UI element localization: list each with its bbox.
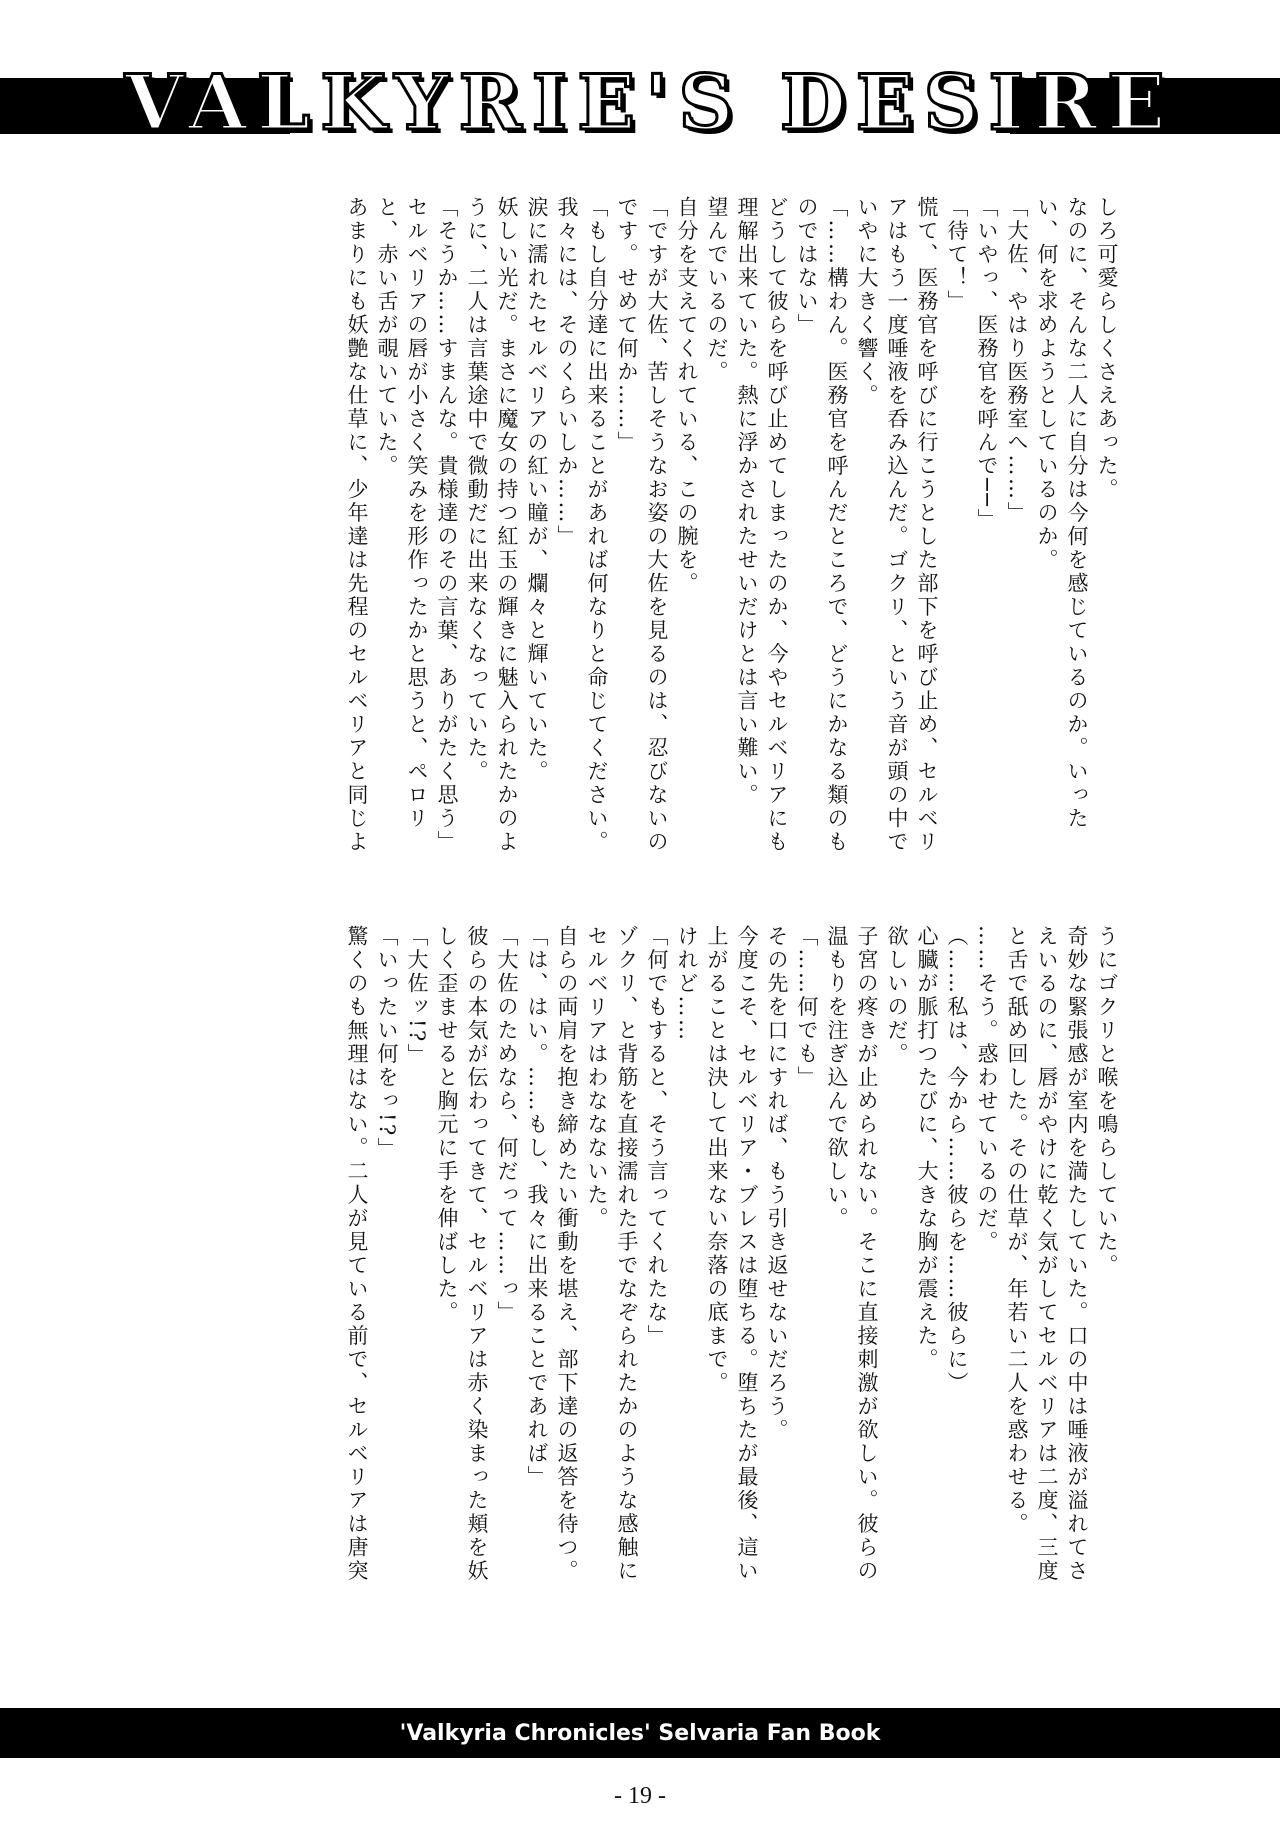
paragraph: うにゴクリと喉を鳴らしていた。 <box>1095 925 1119 1278</box>
paragraph: 子宮の疼きが止められない。そこに直接刺激が欲しい。彼らの温もりを注ぎ込んで欲しい。 <box>825 925 879 1583</box>
header-title-box <box>124 52 1176 152</box>
paragraph: 「何でもすると、そう言ってくれたな」 <box>645 925 669 1348</box>
paragraph: あまりにも妖艶な仕草に、少年達は先程のセルベリアと同じよ <box>345 196 369 854</box>
paragraph: 「は、はい。……もし、我々に出来ることであれば」 <box>525 925 549 1489</box>
paragraph: 「大佐、やはり医務室へ……」 <box>1005 196 1029 525</box>
paragraph: 奇妙な緊張感が室内を満たしていた。口の中は唾液が溢れてさえいるのに、唇がやけに乾く気がしてセルベリアは二度、三度と舌で舐め回した。その仕草が、年若い二人を惑わせる。 <box>1005 925 1089 1583</box>
paragraph: しろ可愛らしくさえあった。 <box>1095 196 1119 502</box>
paragraph: 「いったい何をっ!?」 <box>375 925 399 1162</box>
paragraph: 「大佐ッ!?」 <box>405 925 429 1068</box>
text-column-bottom <box>182 925 1122 1585</box>
page-title: VALKYRIE'S DESIRE <box>124 57 1176 147</box>
paragraph: なのに、そんな二人に自分は今何を感じているのか。いったい、何を求めようとしているのか。 <box>1035 196 1089 831</box>
paragraph: 自分を支えてくれている、この腕を。 <box>675 196 699 596</box>
paragraph: 彼らの本気が伝わってきて、セルベリアは赤く染まった頬を妖しく歪ませると胸元に手を伸ばした。 <box>435 925 489 1583</box>
paragraph: 「もし自分達に出来ることがあれば何なりと命じてください。我々には、そのくらいしか……」 <box>555 196 609 854</box>
paragraph: 「……何でも」 <box>795 925 819 1090</box>
paragraph: どうして彼らを呼び止めてしまったのか、今やセルベリアにも理解出来ていた。熱に浮かされたせいだけとは言い難い。 <box>735 196 789 854</box>
paragraph: セルベリアの唇が小さく笑みを形作ったかと思うと、ペロリと、赤い舌が覗いていた。 <box>375 196 429 831</box>
paragraph: 「……構わん。医務官を呼んだところで、どうにかなる類のものではない」 <box>795 196 849 854</box>
paragraph: 慌て、医務官を呼びに行こうとした部下を呼び止め、セルベリアはもう一度唾液を呑み込んだ。ゴクリ、という音が頭の中でいやに大きく響く。 <box>855 196 939 854</box>
footer-book-title: 'Valkyria Chronicles' Selvaria Fan Book <box>399 1720 881 1746</box>
paragraph: 欲しいのだ。 <box>885 925 909 1066</box>
paragraph: 「待て！」 <box>945 196 969 314</box>
paragraph: 望んでいるのだ。 <box>705 196 729 384</box>
paragraph: 今度こそ、セルベリア・ブレスは堕ちる。堕ちたが最後、這い上がることは決して出来ない奈落の底まで。 <box>705 925 759 1583</box>
paragraph: 涙に濡れたセルベリアの紅い瞳が、爛々と輝いていた。 <box>525 196 549 784</box>
paragraph: ……そう。惑わせているのだ。 <box>975 925 999 1254</box>
paragraph: ゾクリ、と背筋を直接濡れた手でなぞられたかのような感触にセルベリアはわななないた。 <box>585 925 639 1583</box>
paragraph: 心臓が脈打つたびに、大きな胸が震えた。 <box>915 925 939 1372</box>
paragraph: （……私は、今から……彼らを……彼らに） <box>945 925 969 1395</box>
paragraph: 「そうか……すまんな。貴様達のその言葉、ありがたく思う」 <box>435 196 459 854</box>
paragraph: 「いやっ、医務官を呼んで──」 <box>975 196 999 532</box>
paragraph: その先を口にすれば、もう引き返せないだろう。 <box>765 925 789 1442</box>
paragraph: 驚くのも無理はない。二人が見ている前で、セルベリアは唐突 <box>345 925 369 1583</box>
paragraph: 自らの両肩を抱き締めたい衝動を堪え、部下達の返答を待つ。 <box>555 925 579 1583</box>
paragraph: 「ですが大佐、苦しそうなお姿の大佐を見るのは、忍びないのです。せめて何か……」 <box>615 196 669 854</box>
text-column-top <box>182 196 1122 856</box>
footer-bar <box>0 1708 1280 1758</box>
paragraph: 「大佐のためなら、何だって……っ」 <box>495 925 519 1325</box>
paragraph: けれど…… <box>675 925 699 1043</box>
page-number: - 19 - <box>614 1783 666 1809</box>
paragraph: 妖しい光だ。まさに魔女の持つ紅玉の輝きに魅入られたかのように、二人は言葉途中で微動だに出来なくなっていた。 <box>465 196 519 854</box>
